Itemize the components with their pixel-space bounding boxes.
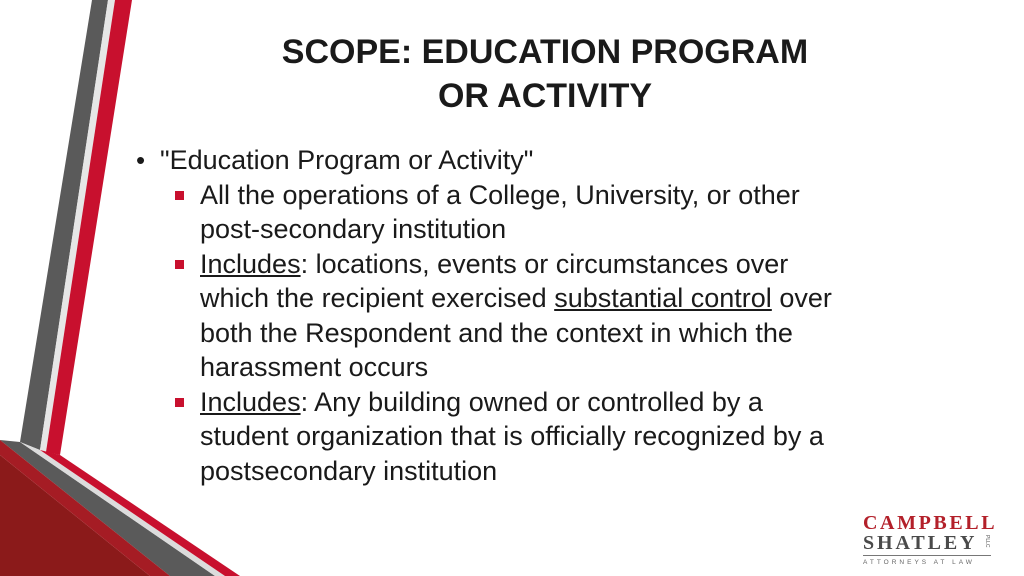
sub-bullet-text: : Any building owned or controlled by a bbox=[300, 386, 763, 417]
title-line-1: SCOPE: EDUCATION PROGRAM bbox=[281, 33, 809, 71]
sub-bullet-line bbox=[200, 247, 990, 282]
sub-bullet-line: All the operations of a College, University, or other bbox=[200, 179, 800, 210]
sub-bullet-operations bbox=[130, 178, 990, 247]
sub-bullet-line: postsecondary institution bbox=[200, 455, 498, 486]
logo-suffix: PLLC bbox=[984, 535, 990, 548]
sub-bullet-line: both the Respondent and the context in which the bbox=[200, 317, 793, 348]
square-bullet-icon bbox=[175, 260, 184, 269]
sub-bullet-line: student organization that is officially recognized by a bbox=[200, 421, 824, 451]
square-bullet-icon bbox=[175, 191, 184, 200]
sub-bullet-building bbox=[130, 385, 990, 489]
slide-title bbox=[230, 30, 860, 118]
slide-body bbox=[130, 143, 990, 488]
logo-tagline: ATTORNEYS AT LAW bbox=[863, 559, 975, 566]
sub-bullet-text: which the recipient exercised bbox=[200, 283, 555, 313]
sub-bullet-locations bbox=[130, 247, 990, 385]
sub-bullet-line bbox=[200, 281, 990, 316]
logo-word-shatley: SHATLEY bbox=[863, 532, 978, 554]
includes-term: Includes bbox=[200, 386, 301, 417]
substantial-control-term: substantial control bbox=[554, 283, 772, 313]
sub-bullet-list bbox=[130, 178, 990, 489]
includes-term: Includes bbox=[200, 248, 301, 279]
title-line-2: OR ACTIVITY bbox=[437, 77, 653, 115]
bullet-text: "Education Program or Activity" bbox=[160, 145, 534, 175]
bullet-dot-icon: • bbox=[136, 145, 146, 175]
bullet-item bbox=[130, 143, 990, 178]
sub-bullet-text: : locations, events or circumstances over bbox=[300, 248, 789, 279]
sub-bullet-line bbox=[200, 385, 990, 420]
logo-divider bbox=[863, 555, 991, 556]
square-bullet-icon bbox=[175, 398, 184, 407]
sub-bullet-text: over bbox=[771, 283, 832, 313]
firm-logo bbox=[863, 512, 998, 566]
sub-bullet-line: post-secondary institution bbox=[200, 214, 507, 244]
logo-word-campbell: CAMPBELL bbox=[863, 512, 998, 534]
sub-bullet-line: harassment occurs bbox=[200, 352, 429, 382]
